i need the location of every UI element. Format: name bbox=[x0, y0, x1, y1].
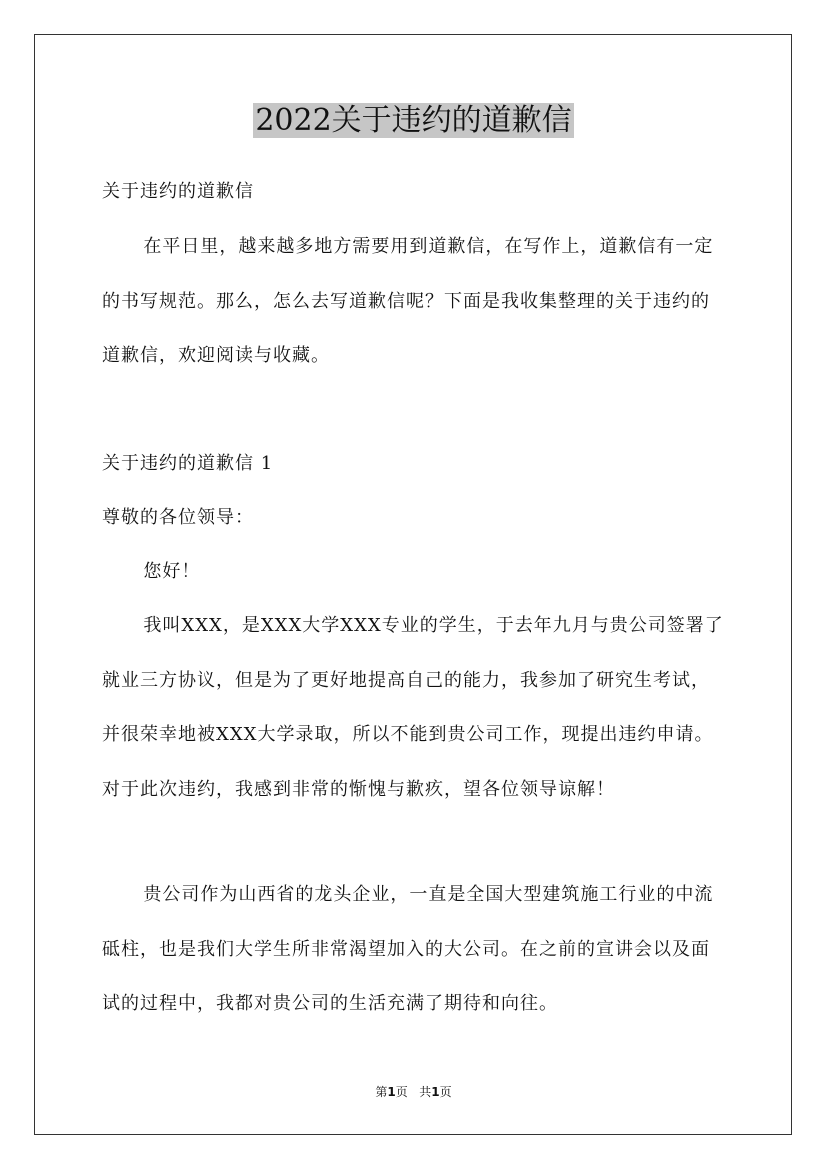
body-paragraph-2: 贵公司作为山西省的龙头企业，一直是全国大型建筑施工行业的中流砥柱，也是我们大学生所非常渴望加入的大公司。在之前的宣讲会以及面试的过程中，我都对贵公司的生活充满了期待和向往。 bbox=[102, 884, 714, 1014]
page-suffix: 页 bbox=[395, 1085, 408, 1099]
total-pages: 1 bbox=[431, 1085, 440, 1099]
total-prefix: 共 bbox=[419, 1085, 432, 1099]
document-title-text: 2022关于违约的道歉信 bbox=[255, 103, 572, 138]
greeting: 您好！ bbox=[143, 561, 201, 582]
section-heading: 关于违约的道歉信 1 bbox=[102, 453, 274, 474]
page-number: 1 bbox=[387, 1085, 396, 1099]
body-paragraph-1: 我叫XXX，是XXX大学XXX专业的学生，于去年九月与贵公司签署了就业三方协议，但是为了更好地提高自己的能力，我参加了研究生考试，并很荣幸地被XXX大学录取，所以不能到贵公司工作，现提出违约申请。对于此次违约，我感到非常的惭愧与歉疚，望各位领导谅解！ bbox=[102, 615, 724, 800]
document-title bbox=[0, 100, 827, 142]
page-prefix: 第 bbox=[375, 1085, 388, 1099]
salutation: 尊敬的各位领导： bbox=[102, 507, 254, 528]
total-suffix: 页 bbox=[439, 1085, 452, 1099]
page-footer bbox=[0, 1083, 827, 1100]
intro-paragraph: 在平日里，越来越多地方需要用到道歉信，在写作上，道歉信有一定的书写规范。那么，怎么去写道歉信呢？下面是我收集整理的关于违约的道歉信，欢迎阅读与收藏。 bbox=[102, 236, 714, 366]
document-subtitle: 关于违约的道歉信 bbox=[102, 181, 254, 202]
